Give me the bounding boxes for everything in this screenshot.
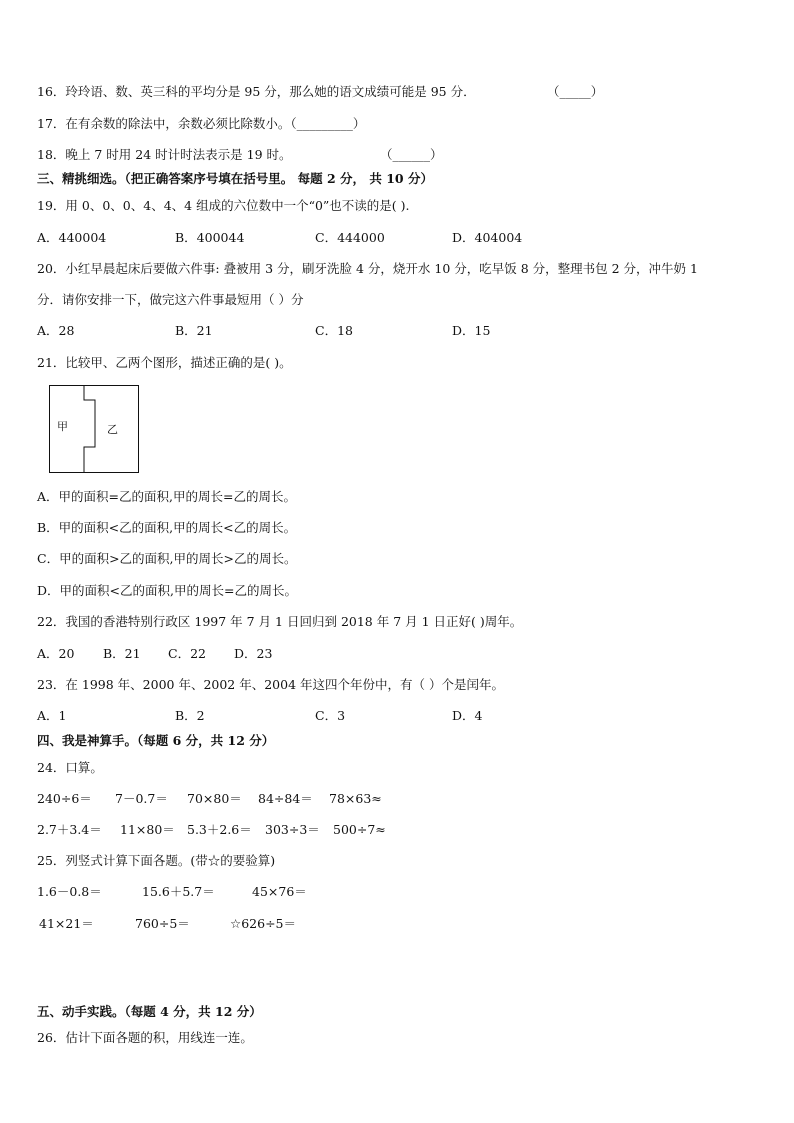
question-20-line-2: 分．请你安排一下，做完这六件事最短用（ ）分: [37, 292, 304, 307]
question-21-option-a[interactable]: A．甲的面积=乙的面积,甲的周长=乙的周长。: [37, 489, 296, 504]
question-17: 17．在有余数的除法中，余数必须比除数小。（_________）: [37, 116, 366, 131]
option-d[interactable]: D．404004: [452, 230, 523, 245]
option-c[interactable]: C．3: [315, 708, 346, 723]
question-21: 21．比较甲、乙两个图形，描述正确的是( )。: [37, 355, 292, 370]
question-25: 25．列竖式计算下面各题。(带☆的要验算): [37, 853, 276, 868]
question-21-option-b[interactable]: B．甲的面积<乙的面积,甲的周长<乙的周长。: [37, 520, 297, 535]
option-a[interactable]: A．28: [37, 323, 75, 338]
calc-item: 760÷5＝: [135, 916, 190, 931]
section-4-title: 四、我是神算手。（每题 6 分，共 12 分）: [37, 733, 275, 748]
calc-item: 84÷84＝: [258, 791, 313, 806]
option-d[interactable]: D．4: [452, 708, 483, 723]
calc-item: 41×21＝: [39, 916, 94, 931]
option-c[interactable]: C．22: [168, 646, 206, 661]
question-19: 19．用 0、0、0、4、4、4 组成的六位数中一个“0”也不读的是( ).: [37, 198, 410, 213]
section-3-title: 三、精挑细选。（把正确答案序号填在括号里。 每题 2 分， 共 10 分）: [37, 171, 433, 186]
calc-item: 7－0.7＝: [115, 791, 168, 806]
calc-item: 70×80＝: [187, 791, 242, 806]
option-b[interactable]: B．21: [103, 646, 141, 661]
question-16-text: 16．玲玲语、数、英三科的平均分是 95 分，那么她的语文成绩可能是 95 分．: [37, 84, 476, 99]
jia-yi-figure: [49, 385, 139, 473]
calc-item: 240÷6＝: [37, 791, 92, 806]
option-b[interactable]: B．400044: [175, 230, 245, 245]
option-c[interactable]: C．18: [315, 323, 353, 338]
question-22: 22．我国的香港特别行政区 1997 年 7 月 1 日回归到 2018 年 7 月 1 日正好( )周年。: [37, 614, 523, 629]
calc-item: ☆626÷5＝: [230, 916, 296, 931]
question-16: [37, 84, 476, 100]
option-b[interactable]: B．2: [175, 708, 205, 723]
option-a[interactable]: A．20: [37, 646, 75, 661]
calc-item: 303÷3＝: [265, 822, 320, 837]
question-18: 18．晚上 7 时用 24 时计时法表示是 19 时。: [37, 147, 292, 162]
calc-item: 45×76＝: [252, 884, 307, 899]
calc-item: 11×80＝: [120, 822, 175, 837]
question-16-answer-blank[interactable]: （_____）: [547, 84, 604, 99]
question-21-option-d[interactable]: D．甲的面积<乙的面积,甲的周长=乙的周长。: [37, 583, 297, 598]
section-5-title: 五、动手实践。（每题 4 分，共 12 分）: [37, 1004, 262, 1019]
question-18-answer-blank[interactable]: （______）: [380, 147, 443, 162]
calc-item: 78×63≈: [329, 791, 382, 806]
option-d[interactable]: D．15: [452, 323, 491, 338]
option-a[interactable]: A．1: [37, 708, 67, 723]
option-c[interactable]: C．444000: [315, 230, 385, 245]
calc-item: 1.6－0.8＝: [37, 884, 102, 899]
question-24: 24．口算。: [37, 760, 103, 775]
question-26: 26．估计下面各题的积，用线连一连。: [37, 1030, 253, 1045]
option-b[interactable]: B．21: [175, 323, 213, 338]
calc-item: 500÷7≈: [333, 822, 386, 837]
question-20-line-1: 20．小红早晨起床后要做六件事: 叠被用 3 分，刷牙洗脸 4 分，烧开水 10 分，吃早饭 8 分，整理书包 2 分，冲牛奶 1: [37, 261, 698, 276]
calc-item: 2.7＋3.4＝: [37, 822, 102, 837]
question-23: 23．在 1998 年、2000 年、2002 年、2004 年这四个年份中，有（ ）个是闰年。: [37, 677, 504, 692]
figure-label-jia: 甲: [57, 420, 68, 433]
option-a[interactable]: A．440004: [37, 230, 107, 245]
calc-item: 5.3＋2.6＝: [187, 822, 252, 837]
option-d[interactable]: D．23: [234, 646, 273, 661]
calc-item: 15.6＋5.7＝: [142, 884, 215, 899]
figure-label-yi: 乙: [107, 423, 118, 436]
question-21-option-c[interactable]: C．甲的面积>乙的面积,甲的周长>乙的周长。: [37, 551, 297, 566]
